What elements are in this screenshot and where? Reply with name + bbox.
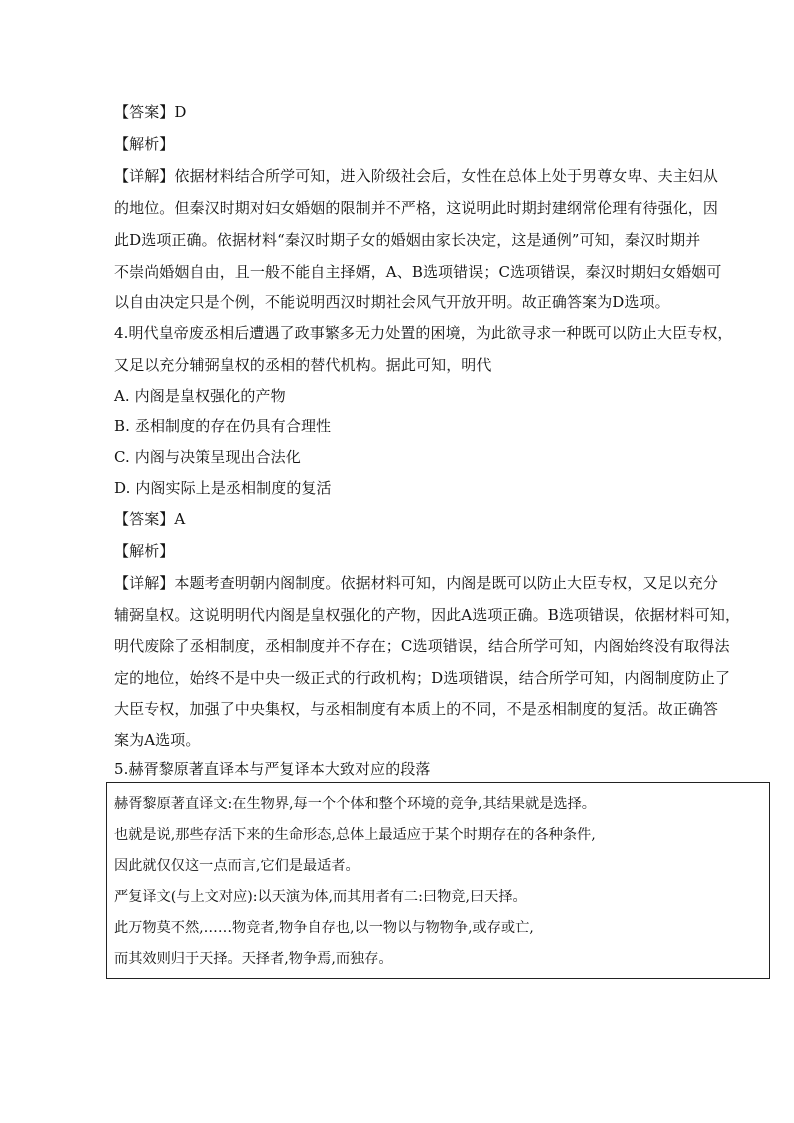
q4-detail-line: 大臣专权，加强了中央集权，与丞相制度有本质上的不同，不是丞相制度的复活。故正确答 xyxy=(114,700,719,718)
q4-stem-line: 又足以充分辅弼皇权的丞相的替代机构。据此可知，明代 xyxy=(114,356,492,374)
q3-detail-line: 以自由决定只是个例，不能说明西汉时期社会风气开放开明。故正确答案为D选项。 xyxy=(114,293,670,311)
q3-detail-line: 【详解】依据材料结合所学可知，进入阶级社会后，女性在总体上处于男尊女卑、夫主妇从 xyxy=(114,167,719,185)
q4-detail-line: 明代废除了丞相制度，丞相制度并不存在；C选项错误，结合所学可知，内阁始终没有取得法 xyxy=(114,637,730,655)
q5-material-line: 赫胥黎原著直译文:在生物界,每一个个体和整个环境的竞争,其结果就是选择。 xyxy=(114,796,596,812)
q4-detail-line: 案为A选项。 xyxy=(114,731,201,749)
q3-analysis-label: 【解析】 xyxy=(114,135,175,153)
q4-option-d: D. 内阁实际上是丞相制度的复活 xyxy=(114,479,332,497)
q4-detail-line: 辅弼皇权。这说明明代内阁是皇权强化的产物，因此A选项正确。B选项错误，依据材料可知， xyxy=(114,606,741,624)
q5-material-line: 此万物莫不然,……物竞者,物争自存也,以一物以与物物争,或存或亡, xyxy=(114,920,534,936)
q4-option-b: B. 丞相制度的存在仍具有合理性 xyxy=(114,417,332,435)
q4-detail-line: 定的地位，始终不是中央一级正式的行政机构；D选项错误，结合所学可知，内阁制度防止了 xyxy=(114,669,731,687)
q3-detail-line: 此D选项正确。依据材料“秦汉时期子女的婚姻由家长决定，这是通例”可知，秦汉时期并 xyxy=(114,231,701,249)
q5-material-line: 严复译文(与上文对应):以天演为体,而其用者有二:曰物竞,曰天择。 xyxy=(114,889,527,905)
q4-answer: 【答案】A xyxy=(114,510,186,528)
q3-answer: 【答案】D xyxy=(114,103,187,121)
q5-material-line: 因此就仅仅这一点而言,它们是最适者。 xyxy=(114,858,360,874)
q5-material-line: 而其效则归于天择。天择者,物争焉,而独存。 xyxy=(114,951,393,967)
q4-option-a: A. 内阁是皇权强化的产物 xyxy=(114,387,286,405)
q5-material-box xyxy=(106,782,770,979)
q3-detail-line: 不崇尚婚姻自由，且一般不能自主择婿，A、B选项错误；C选项错误，秦汉时期妇女婚姻可 xyxy=(114,263,722,281)
q5-material-line: 也就是说,那些存活下来的生命形态,总体上最适应于某个时期存在的各种条件, xyxy=(114,827,596,843)
q4-analysis-label: 【解析】 xyxy=(114,542,175,560)
q5-stem: 5.赫胥黎原著直译本与严复译本大致对应的段落 xyxy=(114,760,431,778)
q4-option-c: C. 内阁与决策呈现出合法化 xyxy=(114,448,301,466)
q4-stem-line: 4.明代皇帝废丞相后遭遇了政事繁多无力处置的困境，为此欲寻求一种既可以防止大臣专权， xyxy=(114,324,733,342)
q4-detail-line: 【详解】本题考查明朝内阁制度。依据材料可知，内阁是既可以防止大臣专权，又足以充分 xyxy=(114,574,719,592)
q3-detail-line: 的地位。但秦汉时期对妇女婚姻的限制并不严格，这说明此时期封建纲常伦理有待强化，因 xyxy=(114,199,719,217)
